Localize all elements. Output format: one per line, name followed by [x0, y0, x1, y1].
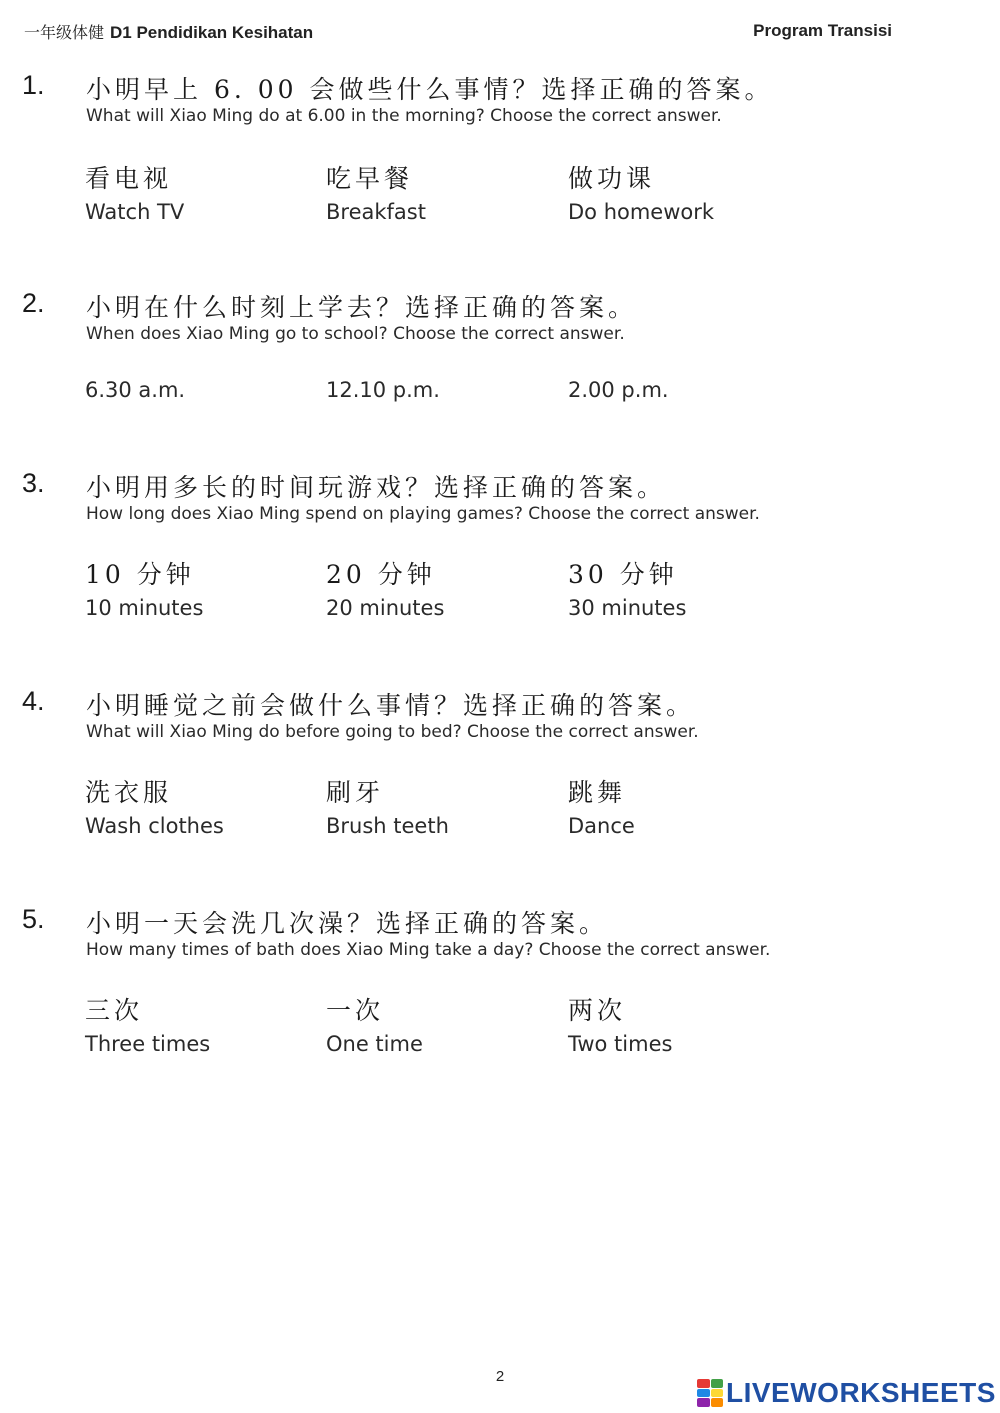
question-text-en: What will Xiao Ming do at 6.00 in the morning? Choose the correct answer. [86, 106, 722, 126]
answer-option[interactable] [568, 994, 798, 1056]
option-label-en: 2.00 p.m. [568, 378, 669, 402]
answer-option[interactable] [85, 558, 315, 620]
option-label-en: Dance [568, 814, 635, 838]
question-number: 3. [22, 468, 45, 498]
option-label-zh: 洗衣服 [85, 778, 173, 807]
header-program-title: Program Transisi [753, 21, 892, 40]
option-label-zh: 一次 [326, 996, 385, 1025]
answer-option[interactable] [85, 776, 315, 838]
question-number: 1. [22, 70, 45, 100]
option-label-zh: 20 分钟 [326, 560, 436, 589]
option-label-en: Breakfast [326, 200, 426, 224]
page-header [24, 18, 892, 44]
question-number: 2. [22, 288, 45, 318]
answer-option[interactable] [326, 374, 556, 402]
option-label-en: Brush teeth [326, 814, 449, 838]
option-label-zh: 吃早餐 [326, 164, 414, 193]
option-label-en: 20 minutes [326, 596, 445, 620]
option-label-en: Wash clothes [85, 814, 224, 838]
option-label-zh: 10 分钟 [85, 560, 195, 589]
answer-option[interactable] [568, 162, 798, 224]
question-text-zh: 小明早上 6. 00 会做些什么事情？选择正确的答案。 [86, 75, 774, 104]
question-text-en: How long does Xiao Ming spend on playing games? Choose the correct answer. [86, 504, 760, 524]
option-label-zh: 跳舞 [568, 778, 627, 807]
option-label-zh: 三次 [85, 996, 144, 1025]
option-label-en: 10 minutes [85, 596, 204, 620]
option-label-zh: 刷牙 [326, 778, 385, 807]
question-number: 5. [22, 904, 45, 934]
question-text-en: When does Xiao Ming go to school? Choose the correct answer. [86, 324, 625, 344]
option-label-zh: 看电视 [85, 164, 173, 193]
answer-option[interactable] [568, 776, 798, 838]
liveworksheets-logo-icon [697, 1379, 723, 1407]
question-number: 4. [22, 686, 45, 716]
question-text-zh: 小明用多长的时间玩游戏？选择正确的答案。 [86, 473, 667, 502]
header-subject-zh: 一年级体健 [24, 22, 105, 42]
answer-option[interactable] [85, 994, 315, 1056]
header-subject-title: D1 Pendidikan Kesihatan [110, 22, 314, 42]
liveworksheets-logo-text: LIVEWORKSHEETS [726, 1377, 996, 1408]
option-label-en: Do homework [568, 200, 715, 224]
question-text-zh: 小明在什么时刻上学去？选择正确的答案。 [86, 293, 638, 322]
answer-option[interactable] [568, 374, 798, 402]
liveworksheets-logo[interactable] [697, 1377, 996, 1409]
option-label-en: 30 minutes [568, 596, 687, 620]
option-label-zh: 做功课 [568, 164, 656, 193]
option-label-en: Three times [85, 1032, 211, 1056]
answer-option[interactable] [326, 162, 556, 224]
question-text-en: How many times of bath does Xiao Ming take a day? Choose the correct answer. [86, 940, 771, 960]
answer-option[interactable] [326, 994, 556, 1056]
question-text-en: What will Xiao Ming do before going to bed? Choose the correct answer. [86, 722, 699, 742]
page-number: 2 [495, 1368, 505, 1385]
header-left [24, 20, 313, 43]
answer-option[interactable] [85, 374, 315, 402]
question-text-zh: 小明一天会洗几次澡？选择正确的答案。 [86, 909, 609, 938]
question-text-zh: 小明睡觉之前会做什么事情？选择正确的答案。 [86, 691, 696, 720]
answer-option[interactable] [326, 776, 556, 838]
option-label-en: Watch TV [85, 200, 185, 224]
option-label-en: Two times [568, 1032, 673, 1056]
answer-option[interactable] [85, 162, 315, 224]
option-label-zh: 30 分钟 [568, 560, 678, 589]
option-label-en: One time [326, 1032, 423, 1056]
option-label-en: 12.10 p.m. [326, 378, 440, 402]
option-label-en: 6.30 a.m. [85, 378, 186, 402]
answer-option[interactable] [326, 558, 556, 620]
answer-option[interactable] [568, 558, 798, 620]
option-label-zh: 两次 [568, 996, 627, 1025]
